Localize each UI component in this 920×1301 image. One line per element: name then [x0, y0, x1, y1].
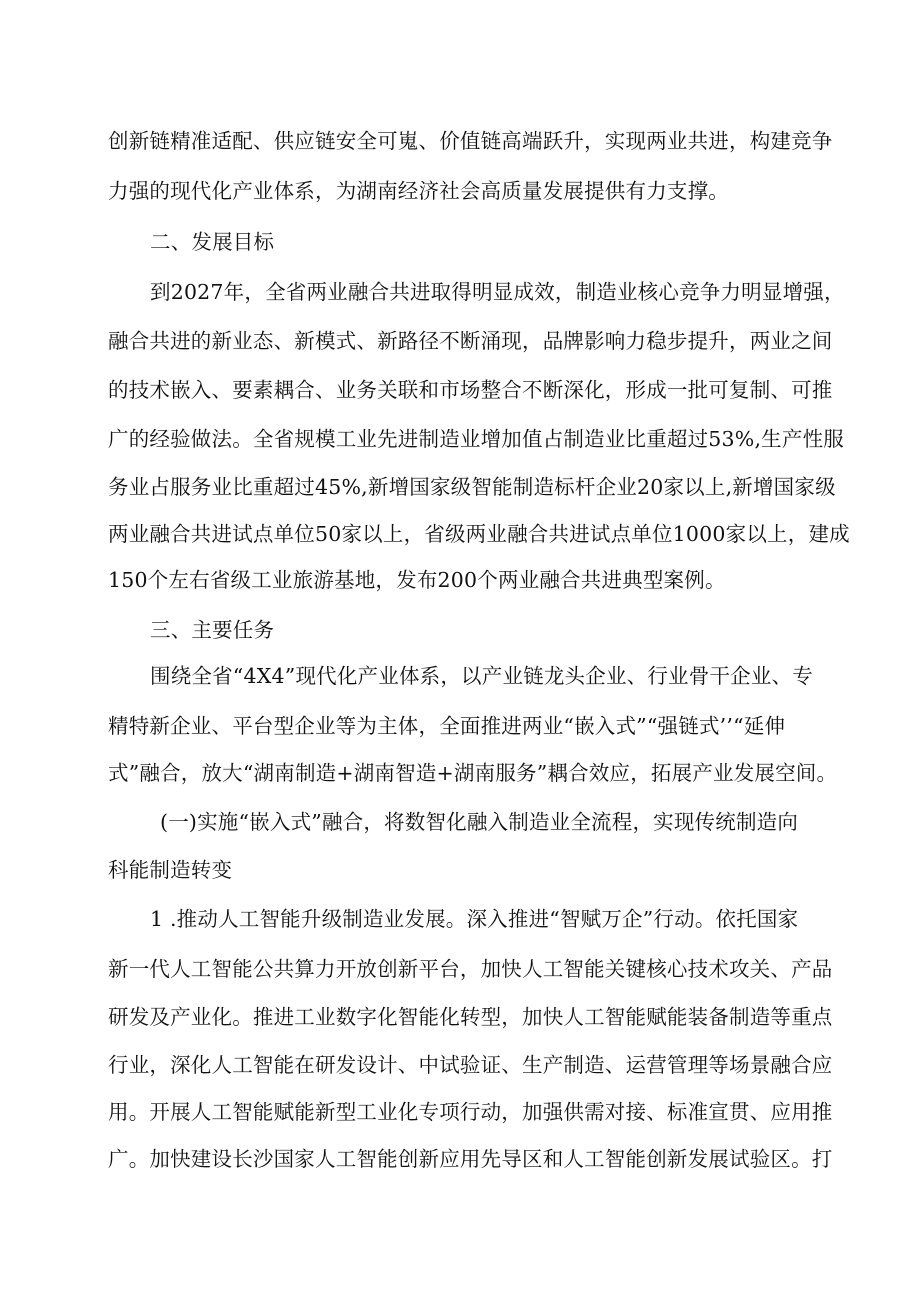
body-text-line: 150个左右省级工业旅游基地，发布200个两业融合共进典型案例。 [108, 568, 726, 592]
body-text-line: 行业，深化人工智能在研发设计、中试验证、生产制造、运营管理等场景融合应 [108, 1053, 833, 1077]
subsection-heading-continued: 科能制造转变 [108, 858, 233, 882]
body-text-line: 式”融合，放大“湖南制造+湖南智造+湖南服务”耦合效应，拓展产业发展空间。 [108, 761, 838, 785]
section-heading: 二、发展目标 [150, 230, 275, 254]
body-text-line: 精特新企业、平台型企业等为主体，全面推进两业“嵌入式”“强链式’’“延伸 [108, 714, 786, 738]
body-text-line: 广的经验做法。全省规模工业先进制造业增加值占制造业比重超过53%,生产性服 [108, 427, 844, 451]
body-text-line: 的技术嵌入、要素耦合、业务关联和市场整合不断深化，形成一批可复制、可推 [108, 378, 833, 402]
body-text-line: 围绕全省“4X4”现代化产业体系，以产业链龙头企业、行业骨干企业、专 [150, 664, 813, 688]
body-text-line: 新一代人工智能公共算力开放创新平台，加快人工智能关键核心技术攻关、产品 [108, 957, 833, 981]
body-text-line: 研发及产业化。推进工业数字化智能化转型，加快人工智能赋能装备制造等重点 [108, 1005, 833, 1029]
subsection-heading: (一)实施“嵌入式”融合，将数智化融入制造业全流程，实现传统制造向 [160, 810, 799, 834]
body-text-line: 创新链精准适配、供应链安全可嵬、价值链高端跃升，实现两业共进，构建竞争 [108, 129, 833, 153]
body-text-line: 务业占服务业比重超过45%,新增国家级智能制造标杆企业20家以上,新增国家级 [108, 475, 836, 499]
section-heading: 三、主要任务 [150, 618, 275, 642]
body-text-line: 用。开展人工智能赋能新型工业化专项行动，加强供需对接、标准宣贯、应用推 [108, 1100, 833, 1124]
body-text-line: 到2027年，全省两业融合共进取得明显成效，制造业核心竞争力明显增强， [150, 280, 845, 304]
body-text-line: 1 .推动人工智能升级制造业发展。深入推进“智赋万企”行动。依托国家 [150, 907, 799, 931]
body-text-line: 两业融合共进试点单位50家以上，省级两业融合共进试点单位1000家以上，建成 [108, 522, 850, 546]
body-text-line: 力强的现代化产业体系，为湖南经济社会高质量发展提供有力支撑。 [108, 179, 729, 203]
body-text-line: 融合共进的新业态、新模式、新路径不断涌现，品牌影响力稳步提升，两业之间 [108, 329, 833, 353]
body-text-line: 广。加快建设长沙国家人工智能创新应用先导区和人工智能创新发展试验区。打 [108, 1147, 833, 1171]
